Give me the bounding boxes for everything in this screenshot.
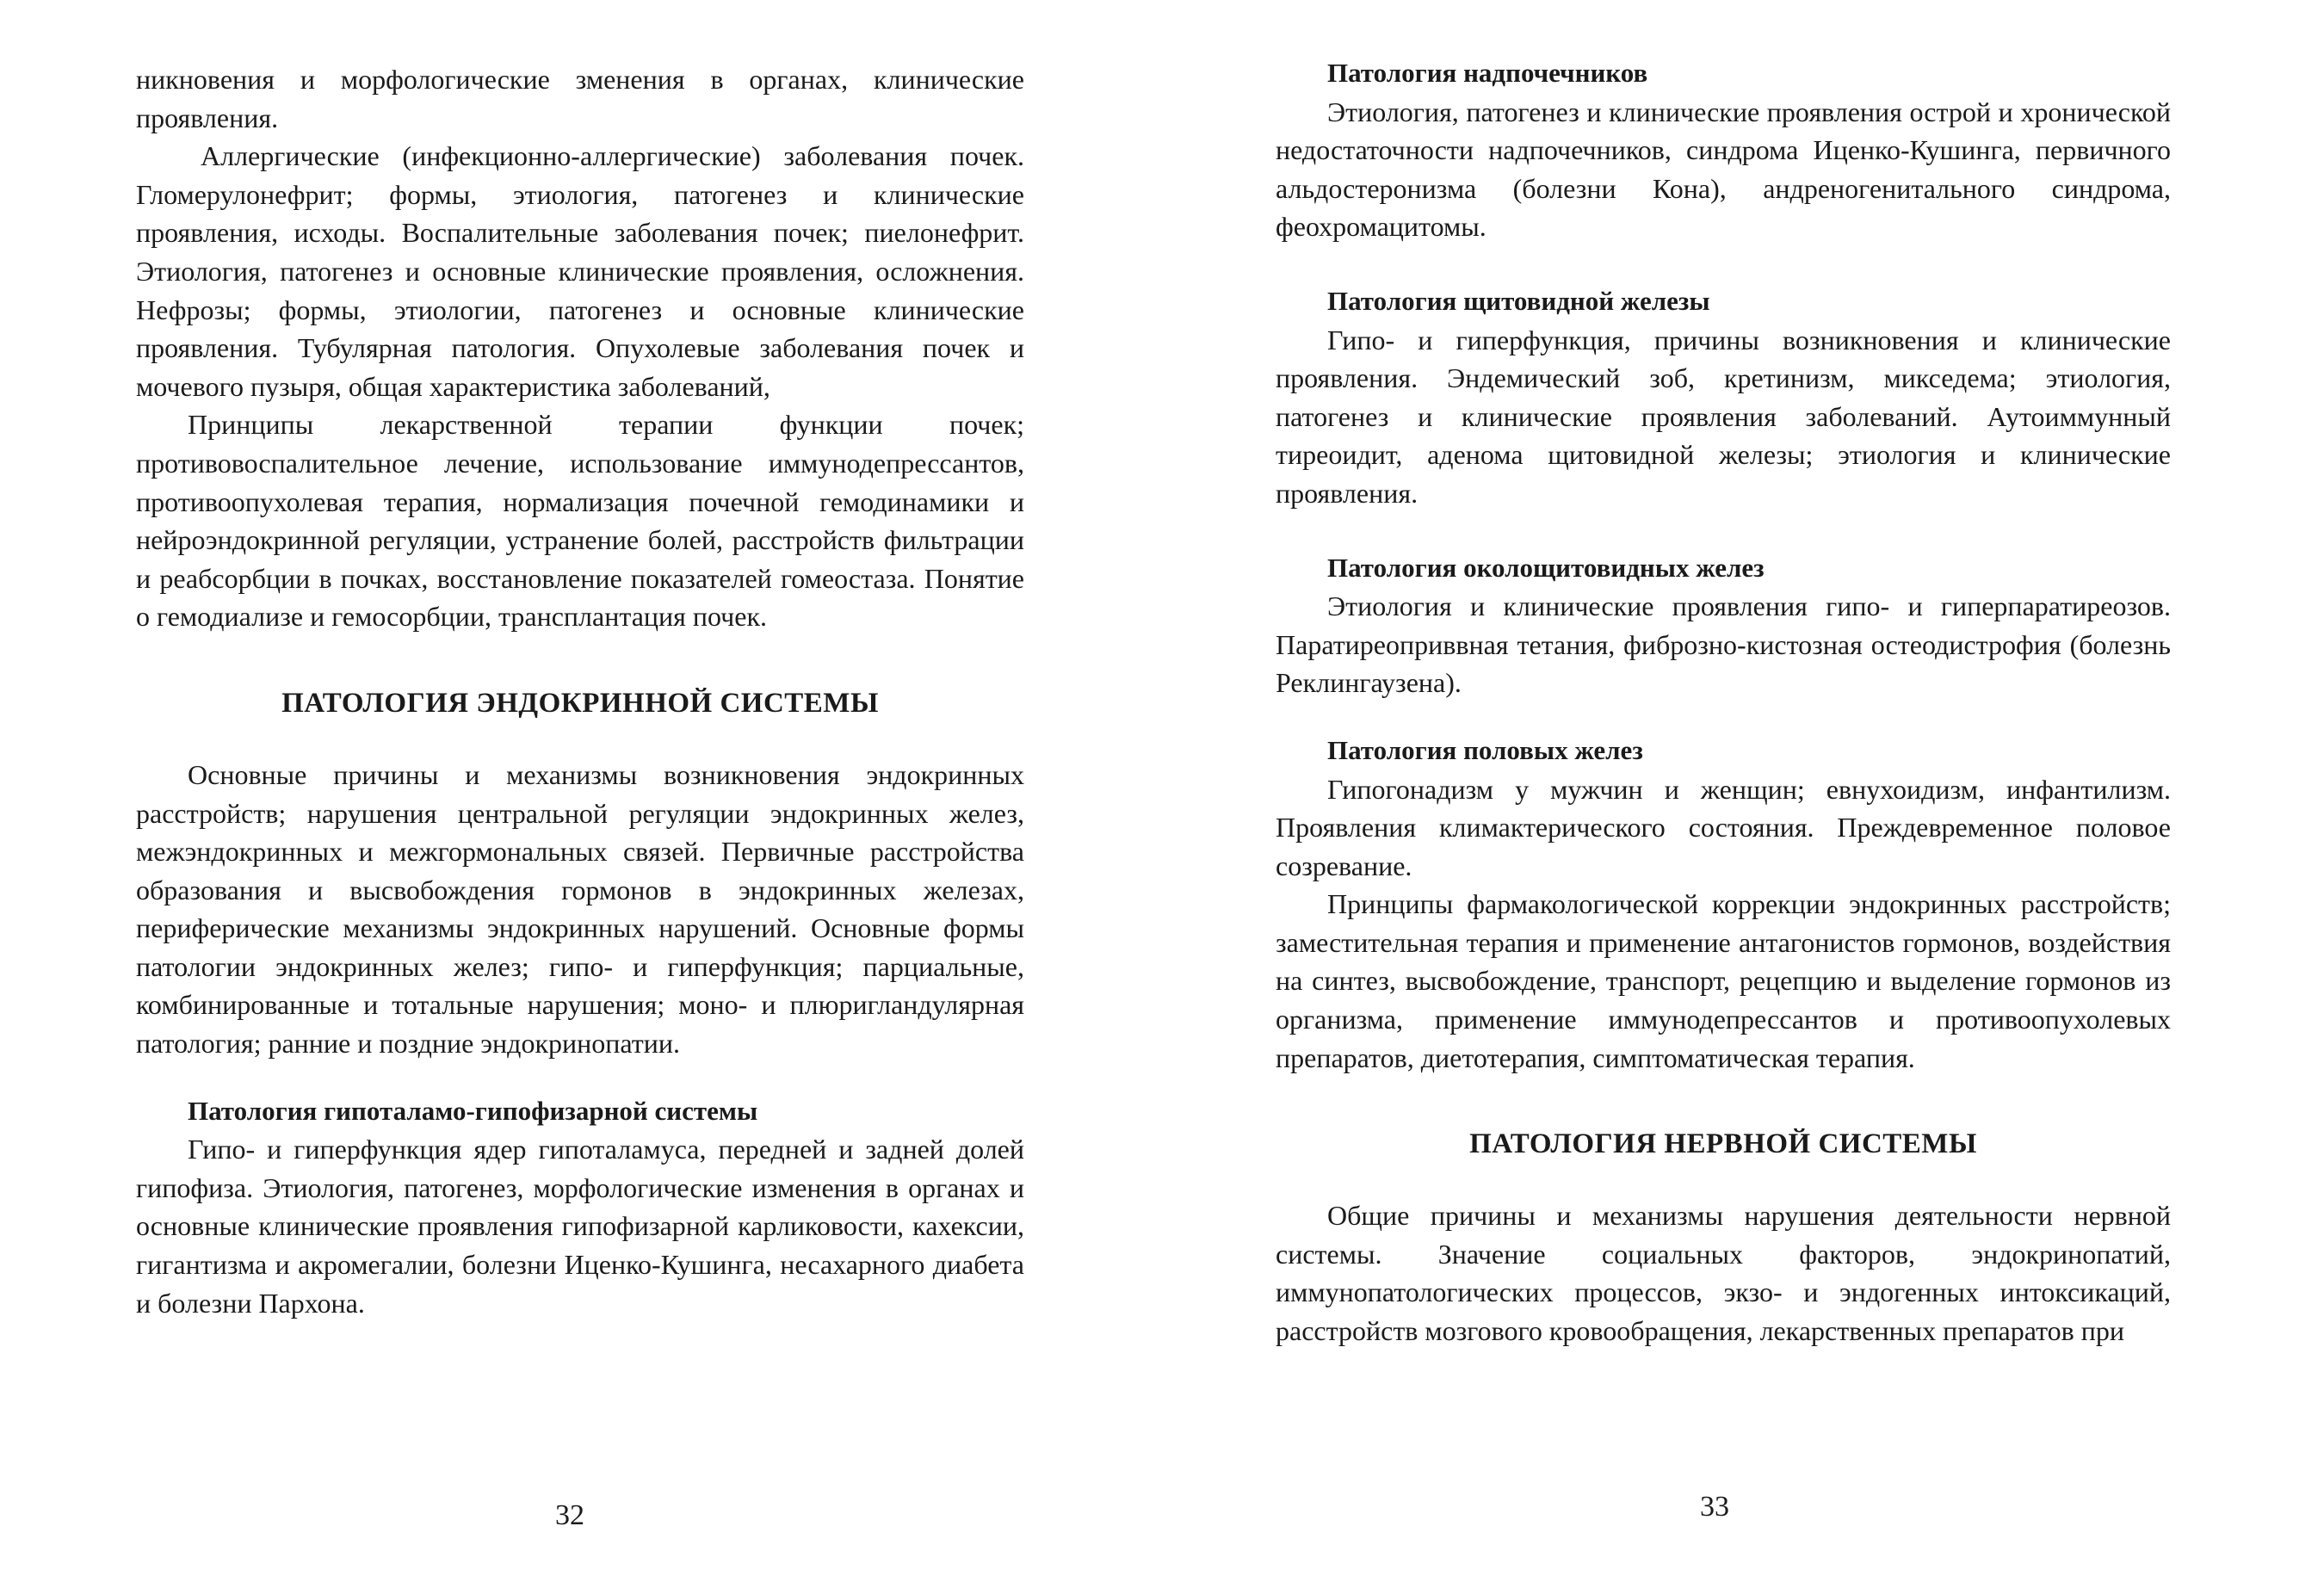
paragraph: Гипогонадизм у мужчин и женщин; евнухоидизм, инфантилизм. Проявления климактерического состояния. Преждевременное половое созревание.: [1276, 773, 2171, 881]
paragraph: никновения и морфологические зменения в органах, клинические проявления.: [136, 64, 1024, 133]
paragraph: Этиология, патогенез и клинические проявления острой и хронической недостаточности надпочечников, синдрома Иценко-Кушинга, первичного альдостеронизма (болезни Кона), андреногенитального синдрома, феохромацитомы.: [1276, 96, 2171, 243]
subsection-heading: Патология околощитовидных желез: [1327, 552, 1765, 583]
right-page: [1162, 0, 2324, 1582]
subsection-heading: Патология надпочечников: [1327, 58, 1648, 88]
right-page-text-column: [1276, 54, 2171, 1350]
paragraph: Этиология и клинические проявления гипо- и гиперпаратиреозов. Паратиреоприввная тетания, фиброзно-кистозная остеодистрофия (болезнь Реклингаузена).: [1276, 590, 2171, 699]
page-number: 32: [555, 1499, 584, 1531]
paragraph: Принципы фармакологической коррекции эндокринных расстройств; заместительная терапия и применение антагонистов гормонов, воздействия на синтез, высвобождение, транспорт, рецепцию и выделение гормонов из организма, применение иммунодепрессантов и противоопухолевых препаратов, диетотерапия, симптоматическая терапия.: [1276, 888, 2171, 1073]
subsection-heading: Патология щитовидной железы: [1327, 285, 1710, 316]
subsection-heading: Патология гипоталамо-гипофизарной системы: [188, 1095, 758, 1126]
paragraph: Гипо- и гиперфункция ядер гипоталамуса, передней и задней долей гипофиза. Этиология, патогенез, морфологические изменения в органах и основные клинические проявления гипофизарной карликовости, кахексии, гигантизма и акромегалии, болезни Иценко-Кушинга, несахарного диабета и болезни Пархона.: [136, 1134, 1024, 1319]
paragraph: Гипо- и гиперфункция, причины возникновения и клинические проявления. Эндемический зоб, кретинизм, микседема; этиология, патогенез и клинические проявления заболеваний. Аутоиммунный тиреоидит, аденома щитовидной железы; этиология и клинические проявления.: [1276, 324, 2171, 509]
subsection-heading: Патология половых желез: [1327, 734, 1643, 765]
paragraph: Общие причины и механизмы нарушения деятельности нервной системы. Значение социальных факторов, эндокринопатий, иммунопатологических процессов, экзо- и эндогенных интоксикаций, расстройств мозгового кровообращения, лекарственных препаратов при: [1276, 1200, 2171, 1347]
section-heading: ПАТОЛОГИЯ ЭНДОКРИННОЙ СИСТЕМЫ: [281, 687, 879, 719]
paragraph: Аллергические (инфекционно-аллергические) заболевания почек. Гломерулонефрит; формы, этиология, патогенез и клинические проявления, исходы. Воспалительные заболевания почек; пиелонефрит. Этиология, патогенез и основные клинические проявления, осложнения. Нефрозы; формы, этиологии, патогенез и основные клинические проявления. Тубулярная патология. Опухолевые заболевания почек и мочевого пузыря, общая характеристика заболеваний,: [136, 140, 1024, 402]
section-heading: ПАТОЛОГИЯ НЕРВНОЙ СИСТЕМЫ: [1469, 1128, 1977, 1160]
paragraph: Основные причины и механизмы возникновения эндокринных расстройств; нарушения центральной регуляции эндокринных желез, межэндокринных и межгормональных связей. Первичные расстройства образования и высвобождения гормонов в эндокринных железах, периферические механизмы эндокринных нарушений. Основные формы патологии эндокринных желез; гипо- и гиперфункция; парциальные, комбинированные и тотальные нарушения; моно- и плюригландулярная патология; ранние и поздние эндокринопатии.: [136, 758, 1024, 1060]
page-number: 33: [1700, 1491, 1729, 1523]
paragraph: Принципы лекарственной терапии функции почек; противовоспалительное лечение, использование иммунодепрессантов, противоопухолевая терапия, нормализация почечной гемодинамики и нейроэндокринной регуляции, устранение болей, расстройств фильтрации и реабсорбции в почках, восстановление показателей гомеостаза. Понятие о гемодиализе и гемосорбции, трансплантация почек.: [136, 409, 1024, 633]
left-page-text-column: [136, 60, 1024, 1322]
